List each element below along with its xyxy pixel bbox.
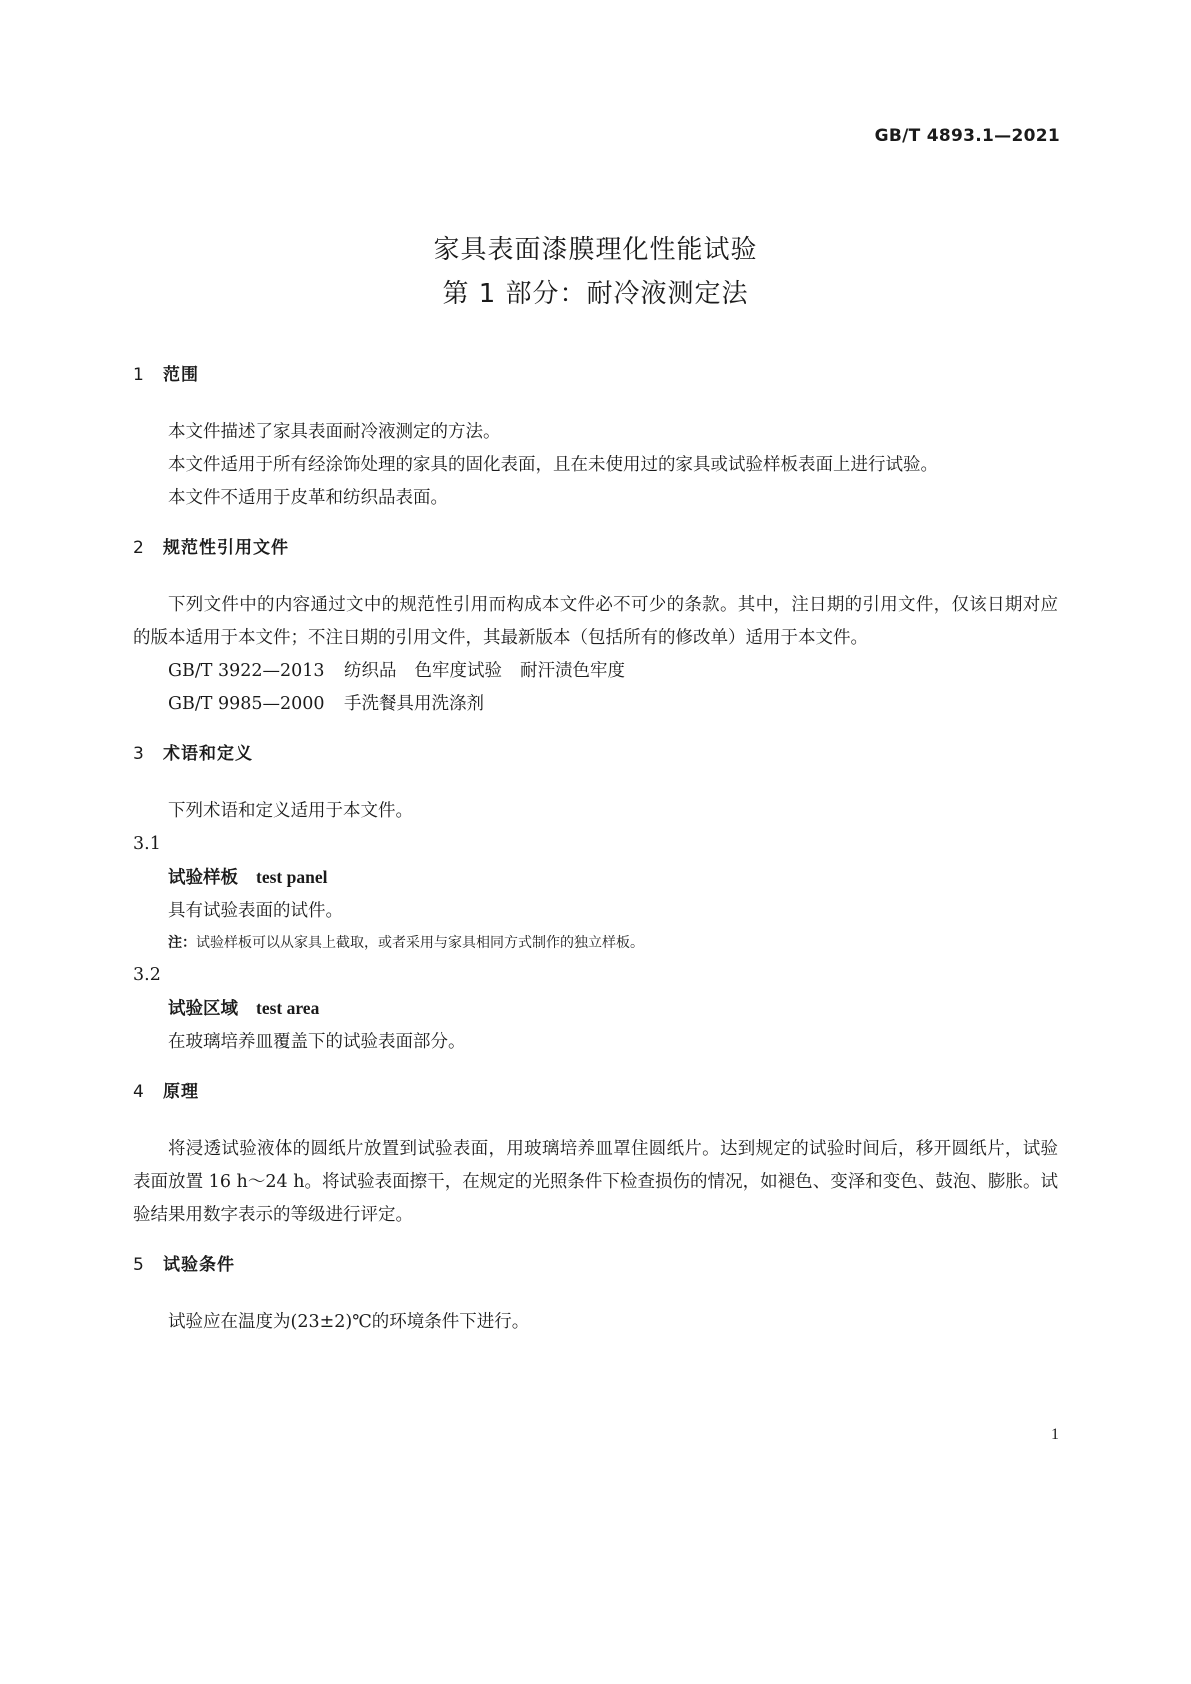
term-number: 3.1	[133, 834, 161, 854]
term-name	[133, 992, 1058, 1026]
scope-paragraph-3: 本文件不适用于皮革和纺织品表面。	[168, 488, 448, 508]
term-note	[133, 928, 1058, 959]
title-line-1: 家具表面漆膜理化性能试验	[433, 235, 758, 265]
reference-code: GB/T 3922—2013	[168, 661, 325, 681]
references-paragraph: 下列文件中的内容通过文中的规范性引用而构成本文件必不可少的条款。其中，注日期的引用文件，仅该日期对应的版本适用于本文件；不注日期的引用文件，其最新版本（包括所有的修改单）适用于本文件。	[133, 595, 1058, 648]
standard-code: GB/T 4893.1—2021	[874, 126, 1060, 146]
section-heading-terms-definitions	[133, 743, 1058, 765]
reference-item	[133, 655, 1058, 688]
section-title: 术语和定义	[163, 744, 253, 764]
term-name-en: test area	[256, 998, 320, 1018]
section-heading-normative-references	[133, 537, 1058, 559]
document-body	[133, 364, 1058, 1339]
term-definition: 具有试验表面的试件。	[168, 901, 343, 921]
title-line-2: 第 1 部分：耐冷液测定法	[442, 279, 749, 309]
note-text: 试验样板可以从家具上截取，或者采用与家具相同方式制作的独立样板。	[196, 935, 644, 951]
term-name	[133, 861, 1058, 895]
section-title: 试验条件	[163, 1255, 235, 1275]
term-number: 3.2	[133, 965, 161, 985]
test-conditions-paragraph: 试验应在温度为(23±2)℃的环境条件下进行。	[168, 1312, 530, 1332]
reference-title-part: 色牢度试验	[414, 661, 502, 681]
section-heading-principle	[133, 1081, 1058, 1103]
reference-title-part: 纺织品	[344, 661, 397, 681]
terms-paragraph: 下列术语和定义适用于本文件。	[168, 801, 413, 821]
section-number: 5	[133, 1255, 145, 1275]
reference-item	[133, 688, 1058, 721]
section-number: 2	[133, 538, 145, 558]
note-label: 注：	[168, 935, 196, 951]
principle-paragraph: 将浸透试验液体的圆纸片放置到试验表面，用玻璃培养皿罩住圆纸片。达到规定的试验时间后，移开圆纸片，试验表面放置 16 h～24 h。将试验表面擦干，在规定的光照条件下检查损伤的情况，如褪色、变泽和变色、鼓泡、膨胀。试验结果用数字表示的等级进行评定。	[133, 1139, 1058, 1225]
section-number: 3	[133, 744, 145, 764]
page-number: 1	[1051, 1426, 1059, 1443]
section-title: 原理	[163, 1082, 199, 1102]
document-title	[0, 228, 1191, 316]
scope-paragraph-2: 本文件适用于所有经涂饰处理的家具的固化表面，且在未使用过的家具或试验样板表面上进行试验。	[168, 455, 938, 475]
reference-title-part: 手洗餐具用洗涤剂	[344, 694, 484, 714]
section-number: 1	[133, 365, 145, 385]
section-number: 4	[133, 1082, 145, 1102]
term-definition: 在玻璃培养皿覆盖下的试验表面部分。	[168, 1032, 466, 1052]
section-heading-test-conditions	[133, 1254, 1058, 1276]
scope-paragraph-1: 本文件描述了家具表面耐冷液测定的方法。	[168, 422, 501, 442]
section-title: 范围	[163, 365, 199, 385]
reference-title-part: 耐汗渍色牢度	[520, 661, 625, 681]
term-name-en: test panel	[256, 867, 328, 887]
section-title: 规范性引用文件	[163, 538, 289, 558]
section-heading-scope	[133, 364, 1058, 386]
reference-code: GB/T 9985—2000	[168, 694, 325, 714]
term-name-cn: 试验样板	[168, 868, 238, 888]
term-name-cn: 试验区域	[168, 999, 238, 1019]
